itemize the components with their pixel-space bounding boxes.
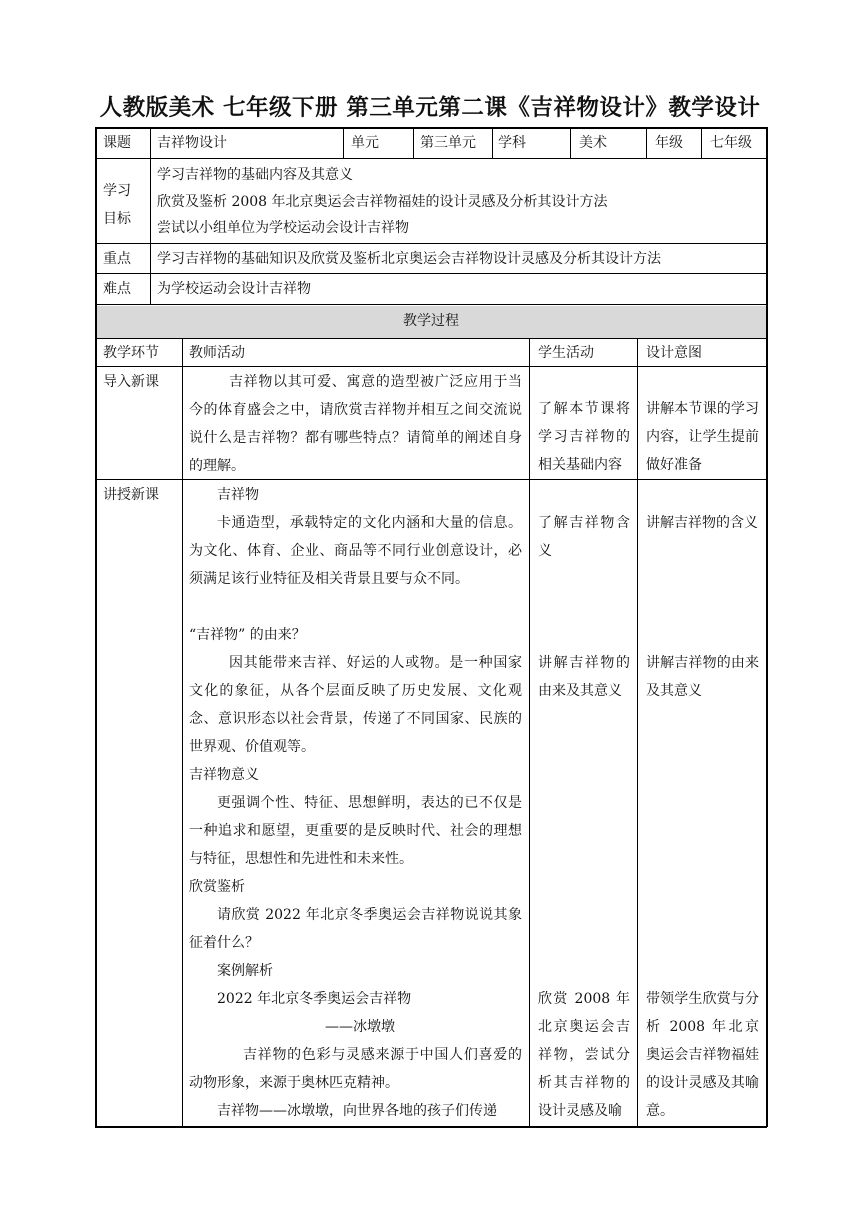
key-point-label: 重点: [103, 251, 131, 267]
process-header: 教学过程: [403, 313, 459, 329]
goal-item: 欣赏及鉴析 2008 年北京奥运会吉祥物福娃的设计灵感及分析其设计方法: [157, 194, 608, 210]
intro-design-intent: 讲解本节课的学习内容，让学生提前做好准备: [646, 401, 759, 473]
lecture-student-activity: 了解吉祥物含义: [538, 515, 630, 559]
case-title: 2022 年北京冬季奥运会吉祥物: [217, 991, 412, 1007]
lecture-paragraph: 请欣赏 2022 年北京冬季奥运会吉祥物说说其象征着什么？: [189, 907, 522, 951]
lecture-heading: 吉祥物意义: [189, 767, 259, 783]
column-header-stage: 教学环节: [103, 345, 159, 361]
lecture-heading: 案例解析: [217, 963, 273, 979]
column-header-intent: 设计意图: [646, 345, 702, 361]
lecture-heading: 吉祥物: [217, 487, 259, 503]
lecture-student-activity: 欣赏 2008 年北京奥运会吉祥物，尝试分析其吉祥物的设计灵感及喻: [538, 991, 630, 1119]
grade-label: 年级: [655, 135, 683, 151]
lecture-stage: 讲授新课: [103, 487, 159, 503]
column-header-student: 学生活动: [538, 345, 594, 361]
topic-value: 吉祥物设计: [157, 135, 227, 151]
lecture-paragraph: 卡通造型，承载特定的文化内涵和大量的信息。为文化、体育、企业、商品等不同行业创意设计，必须满足该行业特征及相关背景且要与众不同。: [189, 515, 522, 587]
lecture-paragraph: 吉祥物的色彩与灵感来源于中国人们喜爱的动物形象，来源于奥林匹克精神。: [189, 1047, 522, 1091]
lecture-design-intent: 带领学生欣赏与分析 2008 年北京奥运会吉祥物福娃的设计灵感及其喻意。: [646, 991, 759, 1119]
difficulty-label: 难点: [103, 281, 131, 297]
subject-value: 美术: [579, 135, 607, 151]
column-header-teacher: 教师活动: [189, 345, 245, 361]
difficulty-text: 为学校运动会设计吉祥物: [157, 281, 311, 297]
lecture-design-intent: 讲解吉祥物的由来及其意义: [646, 655, 759, 699]
lecture-design-intent: 讲解吉祥物的含义: [646, 515, 758, 531]
unit-label: 单元: [351, 135, 379, 151]
document-title: 人教版美术 七年级下册 第三单元第二课《吉祥物设计》教学设计: [99, 95, 761, 121]
unit-value: 第三单元: [420, 135, 476, 151]
case-subtitle: ——冰墩墩: [325, 1019, 395, 1035]
intro-student-activity: 了解本节课将学习吉祥物的相关基础内容: [538, 401, 630, 473]
intro-teacher-activity: 吉祥物以其可爱、寓意的造型被广泛应用于当今的体育盛会之中，请欣赏吉祥物并相互之间交流说说什么是吉祥物？都有哪些特点？请简单的阐述自身的理解。: [189, 374, 522, 474]
lecture-heading: “吉祥物” 的由来？: [189, 627, 306, 643]
grade-value: 七年级: [710, 135, 752, 151]
subject-label: 学科: [498, 135, 526, 151]
key-point-text: 学习吉祥物的基础知识及欣赏及鉴析北京奥运会吉祥物设计灵感及分析其设计方法: [157, 251, 661, 267]
lecture-student-activity: 讲解吉祥物的由来及其意义: [538, 655, 630, 699]
topic-label: 课题: [103, 135, 131, 151]
lecture-heading: 欣赏鉴析: [189, 879, 245, 895]
goals-label-line1: 学习: [103, 183, 131, 199]
intro-stage: 导入新课: [103, 374, 159, 390]
lecture-paragraph: 因其能带来吉祥、好运的人或物。是一种国家文化的象征，从各个层面反映了历史发展、文化观念、意识形态以社会背景，传递了不同国家、民族的世界观、价值观等。: [189, 655, 522, 755]
goal-item: 学习吉祥物的基础内容及其意义: [157, 167, 353, 183]
goal-item: 尝试以小组单位为学校运动会设计吉祥物: [157, 220, 409, 236]
goals-label-line2: 目标: [103, 211, 131, 227]
lecture-paragraph: 吉祥物——冰墩墩，向世界各地的孩子们传递: [217, 1103, 497, 1119]
lecture-paragraph: 更强调个性、特征、思想鲜明，表达的已不仅是一种追求和愿望，更重要的是反映时代、社会的理想与特征，思想性和先进性和未来性。: [189, 795, 522, 867]
